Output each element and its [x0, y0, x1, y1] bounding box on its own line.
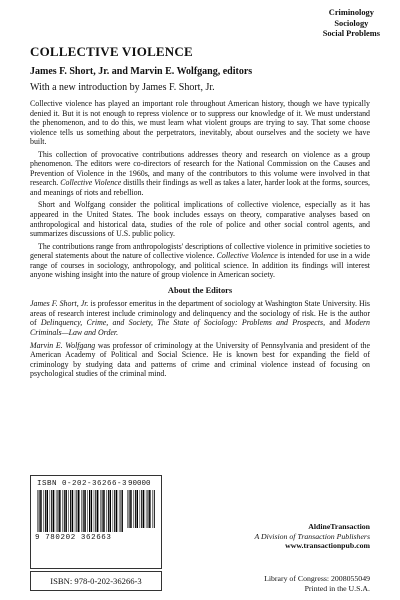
barcode-addon-bars	[127, 490, 155, 528]
book-title-italic: Collective Violence	[216, 251, 278, 261]
book-title-italic: Collective Violence	[60, 178, 122, 188]
subject-criminology: Criminology	[328, 8, 374, 17]
introduction-line: With a new introduction by James F. Short, Jr.	[30, 82, 215, 93]
description-paragraph-1: Collective violence has played an important role throughout American history, though we have typically denied it. But it is not enough to repress violence or to suppress our knowledge of it. We must understand the phenomenon, and to do this, we must learn what violent groups are trying to say. That some choose violence tells us something about the perpetrators, inevitably, about ourselves and the society we have built.	[30, 99, 370, 147]
publisher-block	[254, 522, 370, 551]
short-bio: James F. Short, Jr. is professor emeritus in the department of sociology at Washington State University. His areas of research interest include criminology and delinquency and the sociology of risk. He is the author of Delinquency, Crime, and Society, The State of Sociology: Problems and Prospects, and Modern Criminals—Law and Order.	[30, 299, 371, 338]
price-code: 90000	[128, 480, 151, 488]
editors-line: James F. Short, Jr. and Marvin E. Wolfgang, editors	[30, 66, 253, 77]
library-info	[264, 574, 370, 593]
about-editors-heading: About the Editors	[167, 285, 233, 295]
publisher-url: www.transactionpub.com	[285, 541, 370, 550]
publisher-division: A Division of Transaction Publishers	[254, 531, 370, 541]
subject-sociology: Sociology	[334, 18, 369, 28]
isbn13-label: ISBN: 978-0-202-36266-3	[30, 571, 162, 591]
printed-in: Printed in the U.S.A.	[304, 583, 370, 593]
subject-social-problems: Social Problems	[322, 29, 380, 39]
barcode-bars	[37, 490, 123, 532]
description-paragraph-3: Short and Wolfgang consider the political implications of collective violence, especially as it has appeared in the United States. The book includes essays on theory, comparative analyses based on anthropological and historical data, studies of the role of police and other social control agents, and summarizes discussions of U.S. public policy.	[30, 200, 370, 239]
isbn10-label: ISBN 0-202-36266-3	[37, 480, 128, 488]
book-title: COLLECTIVE VIOLENCE	[30, 44, 193, 59]
short-book-title: Modern Criminals—Law and Order.	[30, 318, 370, 338]
description-body	[30, 99, 370, 382]
isbn-barcode	[30, 475, 162, 569]
short-name: James F. Short, Jr.	[30, 299, 89, 309]
description-paragraph-4: The contributions range from anthropologists' descriptions of collective violence in primitive societies to general statements about the nature of collective violence. Collective Violence is intended for use in a wide range of courses in sociology, anthropology, and political science. In addition its findings will interest anyone wishing insight into the nature of group violence in American society.	[30, 241, 370, 280]
barcode-digits: 9 780202 362663	[35, 534, 112, 542]
short-book-titles: Delinquency, Crime, and Society, The State of Sociology: Problems and Prospects,	[40, 318, 326, 328]
wolfgang-bio: Marvin E. Wolfgang was professor of criminology at the University of Pennsylvania and president of the American Academy of Political and Social Science. He is known best for expanding the field of criminology by studying data and patterns of crime and criminal violence instead of focusing on psychological studies of the criminal mind.	[30, 340, 370, 379]
subject-categories	[323, 8, 380, 40]
publisher-name: AldineTransaction	[308, 522, 370, 531]
description-paragraph-2: This collection of provocative contributions addresses theory and research on violence as a group phenomenon. The editors were co-directors of research for the National Commission on the Causes and Prevention of Violence in the 1960s, and many of the contributors to this volume were involved in that research. Collective Violence distills their findings as well as takes a later, harder look at the forms, sources, and meanings of riots and rebellion.	[30, 149, 370, 197]
library-of-congress: Library of Congress: 2008055049	[264, 574, 370, 583]
wolfgang-name: Marvin E. Wolfgang	[30, 340, 96, 350]
